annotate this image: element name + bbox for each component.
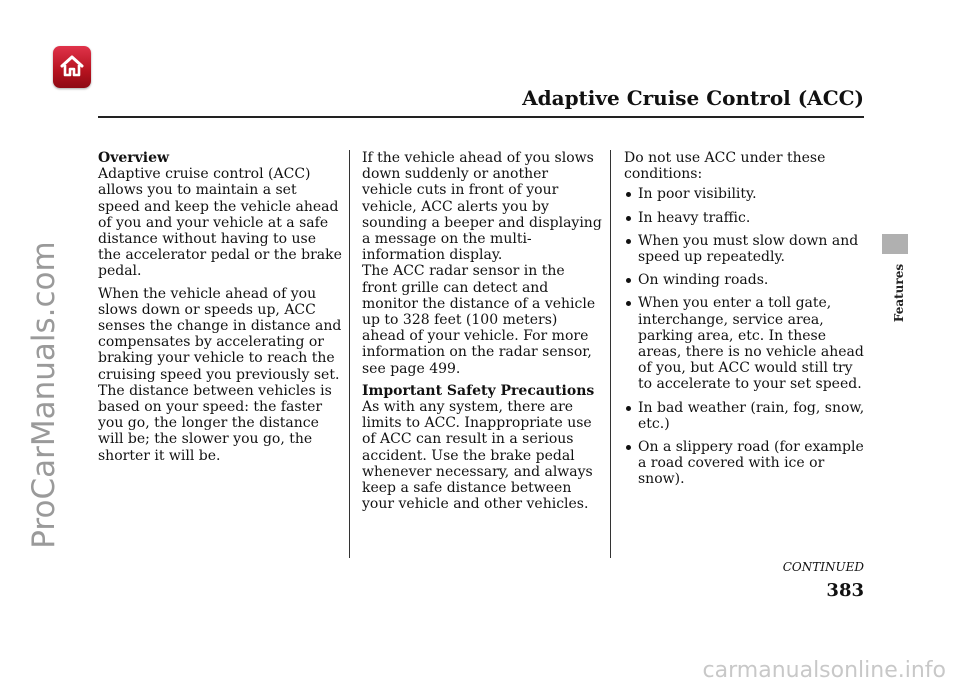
column-divider-1 bbox=[349, 150, 350, 558]
conditions-list bbox=[624, 186, 866, 487]
list-item: When you must slow down and speed up repeatedly. bbox=[624, 233, 866, 265]
home-button[interactable] bbox=[53, 46, 91, 88]
safety-paragraph: As with any system, there are limits to ACC. Inappropriate use of ACC can result in a serious accident. Use the brake pedal whenever necessary, and always keep a safe distance between your vehicle and other vehicles. bbox=[362, 399, 593, 513]
list-item: In poor visibility. bbox=[624, 186, 866, 202]
radar-sensor-paragraph: The ACC radar sensor in the front grille can detect and monitor the distance of a vehicle up to 328 feet (100 meters) ahead of your vehicle. For more information on the radar sensor, see page 499. bbox=[362, 263, 596, 377]
section-tab-label: Features bbox=[892, 263, 907, 323]
side-watermark: ProCarManuals.com bbox=[26, 241, 62, 549]
header-divider bbox=[98, 116, 864, 118]
list-item: In bad weather (rain, fog, snow, etc.) bbox=[624, 400, 866, 432]
continued-label: CONTINUED bbox=[782, 560, 864, 574]
page-title: Adaptive Cruise Control (ACC) bbox=[522, 86, 864, 110]
section-tab-marker[interactable] bbox=[882, 234, 908, 254]
acc-alert-paragraph: If the vehicle ahead of you slows down suddenly or another vehicle cuts in front of your vehicle, ACC alerts you by sounding a beeper and displaying a message on the multi-information display. bbox=[362, 150, 602, 264]
column-safety bbox=[362, 150, 602, 518]
overview-paragraph-2: When the vehicle ahead of you slows down or speeds up, ACC senses the change in distance and compensates by accelerating or braking your vehicle to reach the cruising speed you previously set. The distance between vehicles is based on your speed: the faster you go, the longer the distance will be; the slower you go, the shorter it will be. bbox=[98, 285, 342, 464]
list-item: In heavy traffic. bbox=[624, 210, 866, 226]
overview-paragraph-1: Adaptive cruise control (ACC) allows you to maintain a set speed and keep the vehicle ahead of you and your vehicle at a safe distance without having to use the accelerator pedal or the brake pedal. bbox=[98, 166, 342, 280]
column-conditions bbox=[624, 150, 866, 495]
list-item: On winding roads. bbox=[624, 272, 866, 288]
conditions-intro: Do not use ACC under these conditions: bbox=[624, 150, 826, 183]
list-item: When you enter a toll gate, interchange, service area, parking area, etc. In these areas, there is no vehicle ahead of you, but ACC would still try to accelerate to your set speed. bbox=[624, 295, 866, 392]
bottom-watermark: carmanualsonline.info bbox=[702, 658, 946, 683]
overview-heading: Overview bbox=[98, 150, 170, 166]
column-overview bbox=[98, 150, 342, 470]
column-divider-2 bbox=[610, 150, 611, 558]
safety-heading: Important Safety Precautions bbox=[362, 382, 595, 399]
page-number: 383 bbox=[826, 580, 864, 601]
home-icon bbox=[59, 53, 85, 79]
list-item: On a slippery road (for example a road covered with ice or snow). bbox=[624, 439, 866, 488]
